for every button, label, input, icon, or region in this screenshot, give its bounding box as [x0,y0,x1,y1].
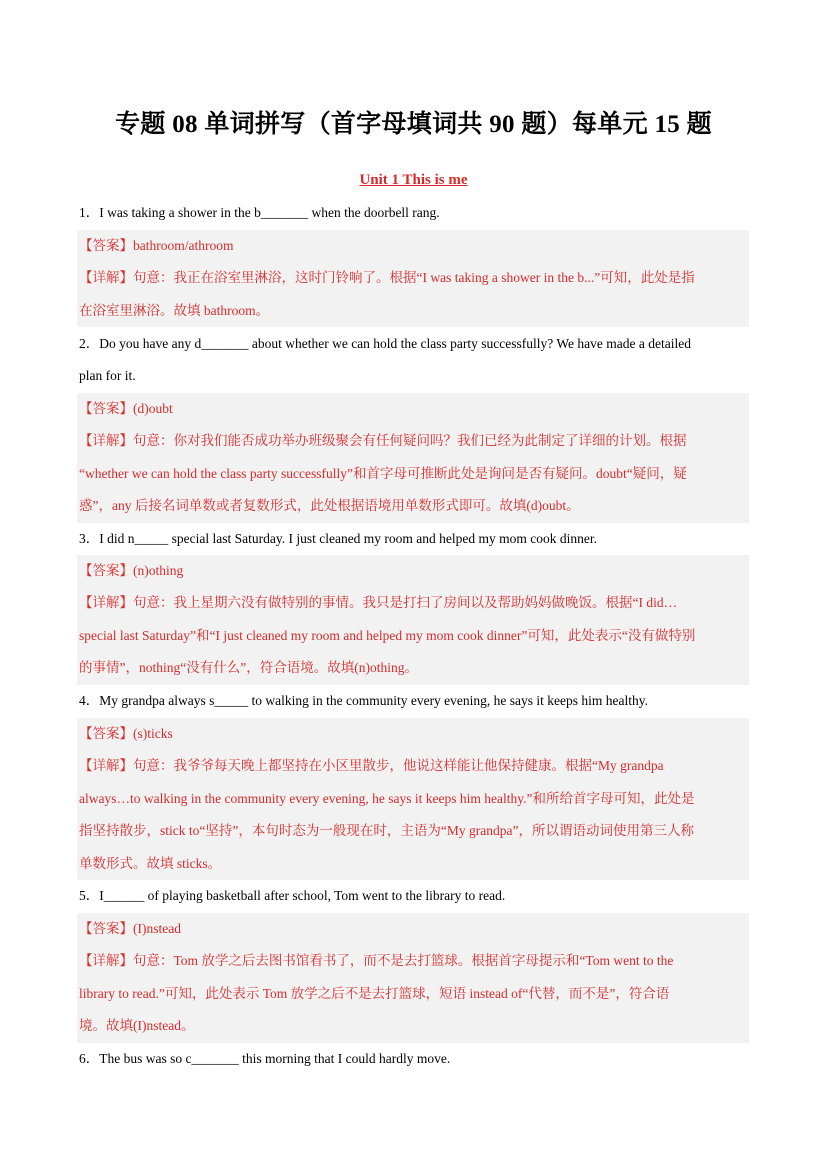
detail-line: 在浴室里淋浴。故填 bathroom。 [79,302,270,318]
detail-line: “whether we can hold the class party successfully”和首字母可推断此处是询问是否有疑问。doubt“疑问，疑 [79,465,687,481]
detail-line: 单数形式。故填 sticks。 [79,855,222,871]
answer-block-4 [77,718,749,880]
answer-line: 【答案】(s)ticks [79,726,173,741]
question-2-cont: plan for it. [79,368,136,383]
answer-block-1 [77,230,749,327]
detail-line: 惑”，any 后接名词单数或者复数形式，此处根据语境用单数形式即可。故填(d)oubt。 [79,498,580,514]
answer-line: 【答案】(d)oubt [79,401,173,416]
question-2: 2．Do you have any d_______ about whether we can hold the class party successfully? We have made a detailed [79,336,691,351]
detail-line: 【详解】句意：我上星期六没有做特别的事情。我只是打扫了房间以及帮助妈妈做晚饭。根据“I did… [79,595,678,611]
question-6: 6．The bus was so c_______ this morning that I could hardly move. [79,1051,451,1066]
unit-heading: Unit 1 This is me [359,172,468,188]
question-1: 1．I was taking a shower in the b_______ when the doorbell rang. [79,205,440,220]
question-5: 5．I______ of playing basketball after school, Tom went to the library to read. [79,888,506,903]
answer-block-2 [77,393,749,523]
answer-block-5 [77,913,749,1043]
page-title: 专题 08 单词拼写（首字母填词共 90 题）每单元 15 题 [115,111,712,138]
answer-line: 【答案】(I)nstead [79,921,181,936]
detail-line: 境。故填(I)nstead。 [79,1018,195,1034]
detail-line: 【详解】句意：我爷爷每天晚上都坚持在小区里散步，他说这样能让他保持健康。根据“My grandpa [79,758,664,774]
answer-line: 【答案】(n)othing [79,563,184,578]
detail-line: 【详解】句意：Tom 放学之后去图书馆看书了，而不是去打篮球。根据首字母提示和“Tom went to the [79,953,674,969]
detail-line: special last Saturday”和“I just cleaned my room and helped my mom cook dinner”可知，此处表示“没有做特别 [79,627,696,643]
detail-line: library to read.”可知，此处表示 Tom 放学之后不是去打篮球，短语 instead of“代替，而不是”，符合语 [79,985,670,1001]
answer-line: 【答案】bathroom/athroom [79,238,234,253]
detail-line: always…to walking in the community every evening, he says it keeps him healthy.”和所给首字母可知，此处是 [79,790,695,806]
detail-line: 的事情”，nothing“没有什么”，符合语境。故填(n)othing。 [79,660,418,676]
question-3: 3．I did n_____ special last Saturday. I just cleaned my room and helped my mom cook dinner. [79,531,598,546]
answer-block-3 [77,555,749,685]
question-4: 4．My grandpa always s_____ to walking in the community every evening, he says it keeps him healthy. [79,693,649,708]
detail-line: 【详解】句意：你对我们能否成功举办班级聚会有任何疑问吗？我们已经为此制定了详细的计划。根据 [79,433,687,449]
detail-line: 【详解】句意：我正在浴室里淋浴，这时门铃响了。根据“I was taking a shower in the b...”可知，此处是指 [79,270,695,286]
detail-line: 指坚持散步，stick to“坚持”，本句时态为一般现在时，主语为“My grandpa”，所以谓语动词使用第三人称 [79,823,694,839]
